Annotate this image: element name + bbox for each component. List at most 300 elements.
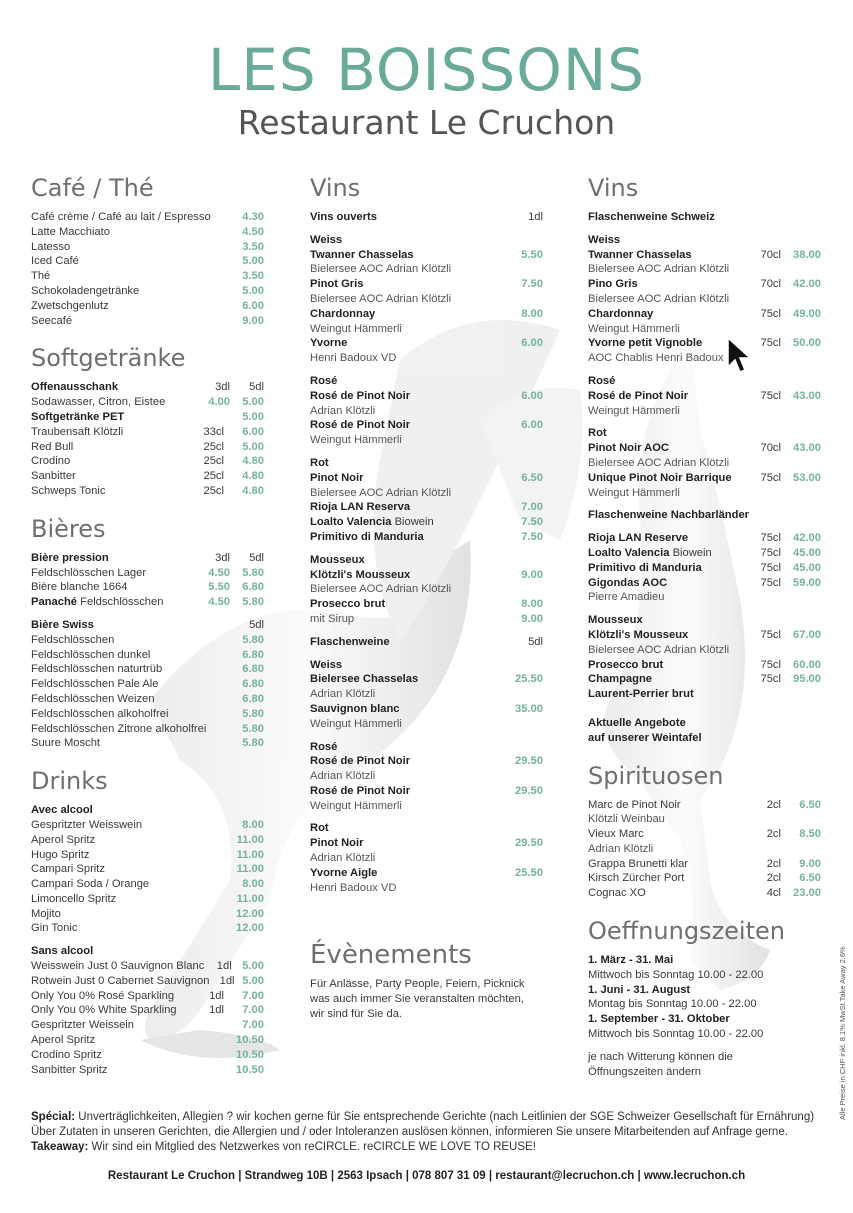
- list-item: [31, 818, 264, 833]
- price: 10.50: [236, 1034, 264, 1047]
- vat-note: Alle Preise in CHF inkl. 8.1% MwSt.Take Away 2.6%: [838, 946, 847, 1120]
- item-name: Grappa Brunetti klar: [588, 857, 689, 870]
- aktuell-line: auf unserer Weintafel: [588, 731, 702, 744]
- list-item: [31, 269, 264, 284]
- list-item: [310, 530, 543, 545]
- price: 6.00: [521, 389, 543, 402]
- item-name: Bielersee Chasselas: [310, 673, 419, 686]
- item-sub: AOC Chablis Henri Badoux: [588, 352, 724, 365]
- unit: 70cl: [760, 248, 781, 261]
- item-sub: Bielersee AOC Adrian Klötzli: [310, 486, 452, 499]
- item-name: Schweps Tonic: [31, 484, 106, 497]
- list-item: [310, 389, 543, 404]
- item-name-wrap: [310, 515, 503, 530]
- item-sub: Bielersee AOC Adrian Klötzli: [310, 263, 452, 276]
- price: 42.00: [793, 532, 821, 545]
- list-item: [588, 441, 821, 456]
- list-item: [310, 612, 543, 627]
- price: 42.00: [793, 278, 821, 291]
- list-item: [31, 454, 264, 469]
- takeaway-label: Takeaway:: [31, 1141, 89, 1153]
- unit: 1dl: [216, 960, 232, 973]
- allergy-text: Über Zutaten in unseren Gerichten, die Allergien und / oder Intoleranzen auslösen können, informieren Sie unsere Mitarbeitenden auf Anfrage gerne.: [31, 1126, 788, 1138]
- price: 45.00: [793, 561, 821, 574]
- item-name: Sodawasser, Citron, Eistee: [31, 396, 166, 409]
- flaschen-rot-list: [310, 836, 543, 895]
- weiss-header: Weiss: [310, 233, 343, 246]
- list-item: [31, 662, 264, 677]
- section-title-spirit: Spirituosen: [588, 761, 724, 790]
- hours-list: [588, 953, 821, 1042]
- item-name: Campari Soda / Orange: [31, 878, 150, 891]
- list-item: [588, 658, 821, 673]
- column-right: [588, 172, 821, 1079]
- item-name: Rosé de Pinot Noir: [310, 389, 411, 402]
- price: 4.50: [208, 566, 230, 579]
- item-name: Hugo Spritz: [31, 848, 90, 861]
- price: 5.00: [242, 960, 264, 973]
- unit: 75cl: [760, 673, 781, 686]
- unit: 2cl: [766, 857, 781, 870]
- mousseux-header: Mousseux: [588, 614, 643, 627]
- list-item: [310, 702, 543, 717]
- item-name: Feldschlösschen Pale Ale: [31, 678, 159, 691]
- item-name-wrap: [588, 531, 747, 546]
- section-title-events: Évènements: [310, 940, 472, 971]
- pression-list: [31, 566, 264, 596]
- unit: 1dl: [209, 989, 224, 1002]
- price: 50.00: [793, 337, 821, 350]
- special-text: Unverträglichkeiten, Allegien ? wir kochen gerne für Sie entsprechende Gerichte (nach Leitlinien der SGE Schweizer Gesellschaft für Ernährung): [75, 1111, 815, 1123]
- list-item: [310, 754, 543, 769]
- list-item: [31, 440, 264, 455]
- price: 5.00: [242, 410, 264, 423]
- list-item: [31, 314, 264, 329]
- hours-time: Montag bis Sonntag 10.00 - 22.00: [588, 998, 757, 1011]
- price: 5.80: [242, 707, 264, 720]
- unit: 4cl: [766, 887, 781, 900]
- item-name: Feldschlösschen: [31, 633, 115, 646]
- item-name: Unique Pinot Noir Barrique: [588, 471, 732, 484]
- nachbar-header: Flaschenweine Nachbarländer: [588, 509, 750, 522]
- biere-header: Bière pression: [31, 551, 109, 564]
- item-sub: Bielersee AOC Adrian Klötzli: [310, 292, 452, 305]
- item-name: Cognac XO: [588, 887, 646, 900]
- unit: 1dl: [209, 1004, 224, 1017]
- list-item: [588, 798, 821, 813]
- item-sub: Adrian Klötzli: [310, 852, 376, 865]
- spirit-list: [588, 798, 821, 902]
- unit: 3dl: [215, 381, 230, 394]
- item-name: Rosé de Pinot Noir: [310, 419, 411, 432]
- unit: [190, 1063, 224, 1078]
- drinks-sans-header: Sans alcool: [31, 945, 94, 958]
- weiss-header: Weiss: [310, 658, 343, 671]
- hours-time: Mittwoch bis Sonntag 10.00 - 22.00: [588, 968, 764, 981]
- list-item: [310, 836, 543, 851]
- item-name: Twanner Chasselas: [588, 248, 692, 261]
- rot-header: Rot: [310, 456, 329, 469]
- price: 8.50: [799, 828, 821, 841]
- list-item: [31, 907, 264, 922]
- page-subtitle: Restaurant Le Cruchon: [237, 103, 616, 142]
- unit: 3dl: [215, 551, 230, 564]
- list-item: [588, 871, 821, 886]
- price: 11.00: [236, 848, 264, 861]
- item-name: Latte Macchiato: [31, 225, 110, 238]
- list-item: [31, 1018, 264, 1033]
- price: 5.00: [242, 974, 264, 987]
- unit: 2cl: [766, 872, 781, 885]
- item-name: Primitivo di Manduria: [310, 530, 424, 543]
- price: 6.50: [521, 471, 543, 484]
- price: 38.00: [793, 248, 821, 261]
- list-item: [31, 1048, 264, 1063]
- list-item: [31, 633, 264, 648]
- list-item: [310, 336, 543, 351]
- price: 6.50: [799, 872, 821, 885]
- price: 6.50: [799, 798, 821, 811]
- list-item: [588, 307, 821, 322]
- item-name: Feldschlösschen Lager: [31, 566, 147, 579]
- events-line: wir sind für Sie da.: [310, 1008, 403, 1021]
- soft-header-row: [31, 380, 264, 395]
- list-item: [310, 471, 543, 486]
- price: 8.00: [521, 598, 543, 611]
- item-name: Sauvignon blanc: [310, 702, 400, 715]
- price: 49.00: [793, 307, 821, 320]
- list-item: [31, 580, 264, 595]
- item-name: Yvorne Aigle: [310, 866, 378, 879]
- price: 6.80: [242, 663, 264, 676]
- item-name: Primitivo di Manduria: [588, 561, 702, 574]
- rose-header: Rosé: [310, 374, 338, 387]
- item-name: Mojito: [31, 907, 61, 920]
- hours-label: 1. März - 31. Mai: [588, 954, 674, 967]
- price: 4.50: [208, 596, 230, 609]
- item-sub: Bielersee AOC Adrian Klötzli: [588, 456, 730, 469]
- unit: 75cl: [760, 471, 781, 484]
- price: 6.00: [242, 299, 264, 312]
- list-item: [588, 248, 821, 263]
- list-item: [31, 210, 264, 225]
- item-name: Rosé de Pinot Noir: [588, 389, 689, 402]
- list-item: [310, 784, 543, 799]
- biere-header-row: [31, 551, 264, 566]
- price: 7.00: [521, 501, 543, 514]
- flaschen-weiss-list: [310, 672, 543, 731]
- list-item: [31, 833, 264, 848]
- events-line: Für Anlässe, Party People, Feiern, Picknick: [310, 978, 525, 991]
- unit: 75cl: [760, 561, 781, 574]
- rose-header: Rosé: [310, 740, 338, 753]
- unit: 75cl: [760, 546, 781, 559]
- unit: 70cl: [760, 278, 781, 291]
- section-title-bieres: Bières: [31, 514, 106, 543]
- item-sub: Bielersee AOC Adrian Klötzli: [588, 643, 730, 656]
- unit: 33cl: [203, 425, 224, 438]
- list-item: [31, 225, 264, 240]
- item-name-bold: Panaché: [31, 596, 78, 609]
- price: 45.00: [793, 546, 821, 559]
- section-title-drinks: Drinks: [31, 767, 108, 796]
- unit: 2cl: [766, 798, 781, 811]
- price: 10.50: [236, 1048, 264, 1061]
- item-sub: mit Sirup: [310, 612, 355, 625]
- price: 5.80: [242, 722, 264, 735]
- item-sub: Bielersee AOC Adrian Klötzli: [310, 583, 452, 596]
- list-item: [31, 736, 264, 751]
- item-name: Prosecco brut: [310, 598, 386, 611]
- item-name-wrap: [588, 546, 747, 561]
- unit: [190, 1033, 224, 1048]
- unit: 5dl: [249, 381, 264, 394]
- item-sub: Bielersee AOC Adrian Klötzli: [588, 292, 730, 305]
- item-name: Rioja LAN Reserve: [588, 532, 689, 545]
- section-title-vins: Vins: [310, 174, 361, 202]
- address-line: Restaurant Le Cruchon | Strandweg 10B | 2563 Ipsach | 078 807 31 09 | restaurant@lecruchon.ch | www.lecruchon.ch: [107, 1170, 746, 1182]
- unit: [190, 1018, 224, 1033]
- takeaway-text: Wir sind ein Mitglied des Netzwerkes von reCIRCLE. reCIRCLE WE LOVE TO REUSE!: [88, 1141, 536, 1153]
- price: 4.50: [242, 225, 264, 238]
- item-name: Seecafé: [31, 314, 73, 327]
- item-sub: Weingut Hämmerli: [310, 799, 402, 812]
- vins-ouverts-header: [310, 210, 543, 225]
- item-name: Vieux Marc: [588, 828, 644, 841]
- item-name: Sanbitter: [31, 470, 76, 483]
- hours-label: 1. Juni - 31. August: [588, 983, 691, 996]
- nachbar-list: [588, 531, 821, 575]
- item-name: Rosé de Pinot Noir: [310, 784, 411, 797]
- item-sub: Pierre Amadieu: [588, 591, 665, 604]
- price: 7.00: [242, 989, 264, 1002]
- item-name: Prosecco brut: [588, 658, 664, 671]
- item-name: Pinot Gris: [310, 278, 364, 291]
- item-name: Café crème / Café au lait / Espresso: [31, 211, 211, 223]
- vins-ouverts-rose-list: [310, 389, 543, 448]
- list-item: [31, 989, 264, 1004]
- item-sub: Bielersee AOC Adrian Klötzli: [588, 263, 730, 276]
- hours-note: Öffnungszeiten ändern: [588, 1065, 701, 1078]
- price: 9.00: [242, 314, 264, 327]
- item-name: Crodino: [31, 455, 71, 468]
- price: 29.50: [515, 784, 543, 797]
- price: 67.00: [793, 628, 821, 641]
- item-name: Softgetränke PET: [31, 410, 125, 423]
- schweiz-rot-list: [588, 441, 821, 500]
- item-sub: Henri Badoux VD: [310, 881, 397, 894]
- sans-list: [31, 959, 264, 1077]
- list-item: [31, 425, 264, 440]
- price: 25.50: [515, 673, 543, 686]
- price: 3.50: [242, 240, 264, 253]
- price: 29.50: [515, 755, 543, 768]
- item-name: Rosé de Pinot Noir: [310, 755, 411, 768]
- item-name: Sanbitter Spritz: [31, 1063, 108, 1076]
- item-name: Feldschlösschen alkoholfrei: [31, 707, 169, 720]
- list-item: [588, 389, 821, 404]
- list-item: [588, 471, 821, 486]
- price: 6.80: [242, 678, 264, 691]
- price: 8.00: [242, 878, 264, 891]
- list-item: [31, 566, 264, 581]
- item-sub: Weingut Hämmerli: [588, 322, 680, 335]
- aktuell-line: Aktuelle Angebote: [588, 716, 686, 729]
- page-title: LES BOISSONS: [207, 36, 646, 104]
- list-item: [31, 722, 264, 737]
- rot-header: Rot: [588, 427, 607, 440]
- price: 4.80: [242, 484, 264, 497]
- unit: 5dl: [249, 618, 264, 631]
- unit: 25cl: [203, 484, 224, 497]
- list-item: [31, 959, 264, 974]
- price: 25.50: [515, 866, 543, 879]
- list-item: [310, 307, 543, 322]
- list-item: [31, 595, 264, 610]
- item-sub: Weingut Hämmerli: [588, 404, 680, 417]
- price: 5.00: [242, 396, 264, 409]
- item-name: Klötzli's Mousseux: [310, 568, 411, 581]
- list-item: [31, 1033, 264, 1048]
- item-name: Suure Moscht: [31, 737, 101, 750]
- price: 7.50: [521, 516, 543, 529]
- list-item: [588, 546, 821, 561]
- unit: 1dl: [528, 211, 543, 223]
- item-name: Iced Café: [31, 255, 79, 268]
- hours-time: Mittwoch bis Sonntag 10.00 - 22.00: [588, 1028, 764, 1041]
- list-item: [310, 500, 543, 515]
- item-name: Campari Spritz: [31, 863, 105, 876]
- item-sub: Adrian Klötzli: [588, 842, 654, 855]
- price: 6.00: [242, 425, 264, 438]
- special-label: Spécial:: [31, 1111, 76, 1123]
- flaschen-header: [310, 635, 543, 650]
- list-item: [588, 672, 821, 687]
- price: 35.00: [515, 702, 543, 715]
- item-sub: Adrian Klötzli: [310, 404, 376, 417]
- list-item: [588, 576, 821, 591]
- price: 3.50: [242, 270, 264, 283]
- header-label: Vins ouverts: [310, 211, 377, 223]
- hours-note: je nach Witterung können die: [588, 1050, 733, 1063]
- unit: 2cl: [766, 828, 781, 841]
- soft-list: [31, 425, 264, 499]
- item-name: Weisswein Just 0 Sauvignon Blanc: [31, 960, 205, 973]
- column-left: [31, 172, 264, 1077]
- events-line: was auch immer Sie veranstalten möchten,: [310, 993, 524, 1006]
- item-name-wrap: [310, 500, 503, 515]
- list-item: [588, 561, 821, 576]
- item-name: Aperol Spritz: [31, 833, 96, 846]
- list-item: [588, 531, 821, 546]
- price: 6.00: [521, 419, 543, 432]
- item-name: Loalto Valencia: [310, 516, 392, 529]
- item-name: Loalto Valencia: [588, 546, 670, 559]
- list-item: [31, 410, 264, 425]
- list-item: [588, 628, 821, 643]
- list-item: [31, 1063, 264, 1078]
- price: 6.00: [521, 337, 543, 350]
- swiss-list: [31, 633, 264, 751]
- price: 6.80: [242, 581, 264, 594]
- price: 5.00: [242, 440, 264, 453]
- hours-label: 1. September - 31. Oktober: [588, 1013, 730, 1026]
- item-name: Aperol Spritz: [31, 1034, 96, 1047]
- item-name: Only You 0% Rosé Sparkling: [31, 989, 175, 1002]
- price: 7.50: [521, 278, 543, 291]
- list-item: [588, 277, 821, 292]
- price: 6.80: [242, 692, 264, 705]
- item-sub: Adrian Klötzli: [310, 688, 376, 701]
- weiss-header: Weiss: [588, 233, 621, 246]
- vins-ouverts-weiss-list: [310, 248, 543, 366]
- unit: 1dl: [219, 974, 235, 987]
- item-name: Chardonnay: [310, 307, 376, 320]
- footer-notes: [31, 1110, 821, 1155]
- item-sub: Weingut Hämmerli: [310, 322, 402, 335]
- price: 12.00: [236, 922, 264, 935]
- list-item: [31, 692, 264, 707]
- item-name: Chardonnay: [588, 307, 654, 320]
- mousseux-list: [588, 658, 821, 688]
- price: 43.00: [793, 442, 821, 455]
- price: 7.00: [242, 1004, 264, 1017]
- list-item: [31, 877, 264, 892]
- price: 59.00: [793, 576, 821, 589]
- item-name: Gespritzter Weisswein: [31, 818, 143, 831]
- list-item: [310, 672, 543, 687]
- cafe-list: [31, 210, 264, 328]
- item-name: Klötzli's Mousseux: [588, 628, 689, 641]
- price: 5.50: [208, 581, 230, 594]
- unit: 70cl: [760, 442, 781, 455]
- item-name: Pinot Noir: [310, 837, 364, 850]
- mousseux-header: Mousseux: [310, 553, 365, 566]
- item-sub: Adrian Klötzli: [310, 770, 376, 783]
- price: 29.50: [515, 837, 543, 850]
- price: 5.50: [521, 248, 543, 261]
- list-item: [31, 707, 264, 722]
- list-item: [31, 395, 264, 410]
- item-name: Marc de Pinot Noir: [588, 798, 681, 811]
- mouse-cursor-icon: [727, 337, 753, 375]
- item-name: Champagne: [588, 673, 653, 686]
- item-name: Gigondas AOC: [588, 576, 668, 589]
- swiss-header-row: [31, 618, 264, 633]
- list-item: [588, 336, 821, 351]
- list-item: [31, 974, 264, 989]
- list-item: [31, 648, 264, 663]
- item-name: Red Bull: [31, 440, 74, 453]
- unit: 75cl: [760, 658, 781, 671]
- swiss-header: Bière Swiss: [31, 618, 94, 631]
- price: 5.80: [242, 566, 264, 579]
- item-name: Traubensaft Klötzli: [31, 425, 124, 438]
- price: 12.00: [236, 907, 264, 920]
- price: 43.00: [793, 389, 821, 402]
- list-item: [31, 240, 264, 255]
- item-name: Pinot Noir AOC: [588, 442, 669, 455]
- item-name: Crodino Spritz: [31, 1048, 102, 1061]
- item-extra: Biowein: [394, 516, 434, 529]
- item-name: Feldschlösschen: [80, 596, 164, 609]
- item-name: Twanner Chasselas: [310, 248, 414, 261]
- drinks-avec-header: Avec alcool: [31, 804, 93, 817]
- item-name: Gespritzter Weissein: [31, 1019, 134, 1032]
- list-item: [31, 299, 264, 314]
- section-title-hours: Oeffnungszeiten: [588, 917, 785, 946]
- item-name: Feldschlösschen naturtrüb: [31, 663, 163, 676]
